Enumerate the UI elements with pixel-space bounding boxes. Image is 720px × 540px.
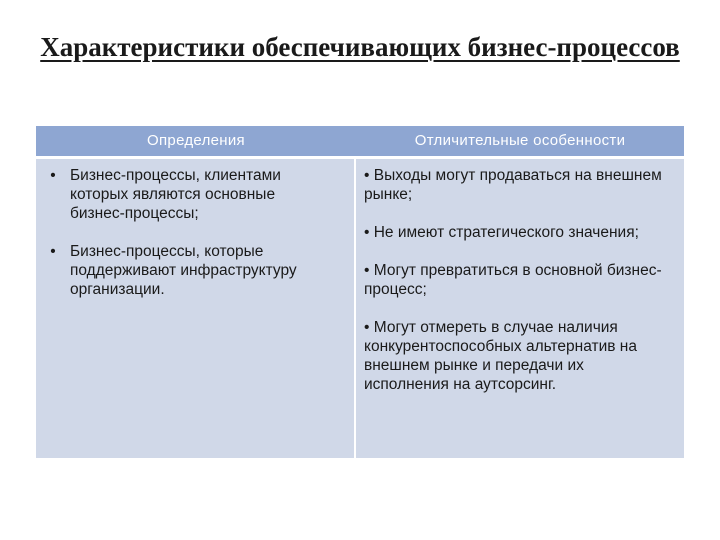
definition-item [36, 166, 354, 223]
bullet-icon: • [50, 243, 56, 260]
features-cell [356, 159, 684, 458]
header-definitions: Определения [147, 132, 245, 149]
table-body-row [36, 159, 684, 458]
feature-item: • Могут превратиться в основной бизнес-процесс; [364, 262, 662, 298]
feature-item: • Не имеют стратегического значения; [364, 224, 639, 241]
definition-item [36, 242, 354, 299]
characteristics-table [36, 126, 684, 458]
definition-text: Бизнес-процессы, которые поддерживают инфраструктуру организации. [70, 243, 297, 298]
table-header-row [36, 126, 684, 159]
slide-title: Характеристики обеспечивающих бизнес-процессов [40, 32, 680, 62]
bullet-icon: • [50, 167, 56, 184]
feature-item: • Могут отмереть в случае наличия конкурентоспособных альтернатив на внешнем рынке и передачи их исполнения на аутсорсинг. [364, 319, 637, 393]
header-features: Отличительные особенности [414, 132, 626, 149]
feature-item: • Выходы могут продаваться на внешнем рынке; [364, 167, 662, 203]
definition-text: Бизнес-процессы, клиентами которых являются основные бизнес-процессы; [70, 167, 281, 222]
definitions-cell [36, 159, 356, 458]
